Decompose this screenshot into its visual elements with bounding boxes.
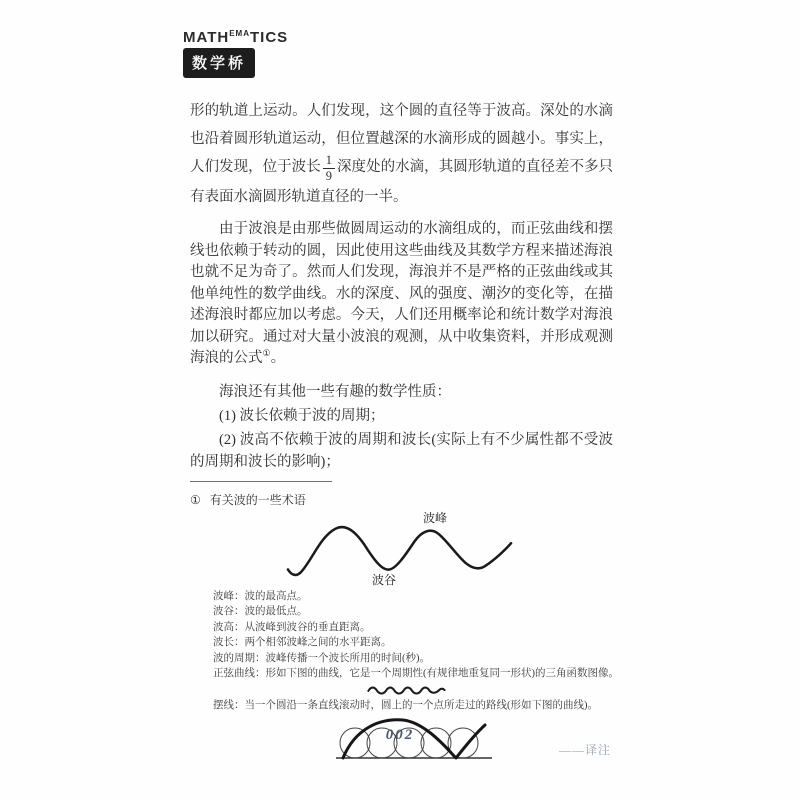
wordmark-middle: EMA (229, 29, 250, 38)
wave-curve-icon (282, 513, 518, 589)
sine-curve-figure (360, 683, 613, 697)
wave-definitions (213, 589, 619, 714)
wave-diagram (282, 510, 518, 589)
definition-cycloid: 摆线：当一个圆沿一条直线滚动时，圆上的一个点所走过的路线(形如下图的曲线)。 (213, 699, 598, 711)
wave-crest-label: 波峰 (423, 510, 448, 525)
definition-wavelength: 波长：两个相邻波峰之间的水平距离。 (213, 637, 392, 649)
p2-period: 。 (270, 350, 286, 367)
list-item-1: (1) 波长依赖于波的周期； (219, 407, 385, 424)
wordmark-right: TICS (250, 29, 289, 46)
fraction-numerator: 1 (323, 154, 335, 169)
logo-wordmark (183, 30, 288, 45)
wordmark-left: MATH (183, 29, 230, 46)
sine-squiggle-icon (360, 683, 452, 697)
footnote-section (190, 481, 619, 763)
footnote-reference-mark: ① (262, 348, 271, 359)
paragraph-3: 海浪还有其他一些有趣的数学性质： (219, 383, 451, 400)
publisher-logo (183, 30, 288, 78)
definition-wave-period: 波的周期：波峰传播一个波长所用的时间(秒)。 (213, 652, 430, 664)
logo-seal: 数学桥 (183, 48, 255, 78)
definition-sinusoid: 正弦曲线：形如下图的曲线，它是一个周期性(有规律地重复同一形状)的三角函数图像。 (213, 668, 619, 680)
paragraph-2 (190, 219, 613, 370)
definition-wave-height: 波高：从波峰到波谷的垂直距离。 (213, 621, 371, 633)
definition-trough: 波谷：波的最低点。 (213, 606, 308, 618)
translator-note: ——译注 (558, 743, 611, 758)
p1-text-after-fraction: 深度处的水滴，其圆形轨道的直径差不多只有表面水滴圆形轨道直径的一半。 (190, 159, 614, 206)
footnote-title (190, 491, 613, 508)
fraction-one-ninth (323, 154, 335, 183)
page-number: 002 (385, 727, 415, 743)
footnote-separator (190, 481, 332, 482)
wave-trough-label: 波谷 (372, 572, 397, 587)
footnote-mark: ① (190, 492, 201, 507)
definition-crest: 波峰：波的最高点。 (213, 590, 308, 602)
p2-text: 由于波浪是由那些做圆周运动的水滴组成的，而正弦曲线和摆线也依赖于转动的圆，因此使用这些曲线及其数学方程来描述海浪也就不足为奇了。然而人们发现，海浪并不是严格的正弦曲线或其他单纯性的数学曲线。水的深度、风的强度、潮汐的变化等，在描述海浪时都应加以考虑。今天，人们还用概率论和统计数学对海浪加以研究。通过对大量小波浪的观测，从中收集资料，并形成观测海浪的公式 (190, 221, 613, 367)
fraction-denominator: 9 (325, 169, 332, 183)
p1-text-before-fraction: 形的轨道上运动。人们发现，这个圆的直径等于波高。深处的水滴也沿着圆形轨道运动，但位置越深的水滴形成的圆越小。事实上，人们发现，位于波长 (190, 103, 613, 175)
page-body (190, 97, 619, 762)
footnote-title-text: 有关波的一些术语 (209, 492, 306, 507)
paragraph-1 (190, 97, 613, 211)
list-item-2: (2) 波高不依赖于波的周期和波长(实际上有不少属性都不受波的周期和波长的影响)； (190, 431, 613, 470)
